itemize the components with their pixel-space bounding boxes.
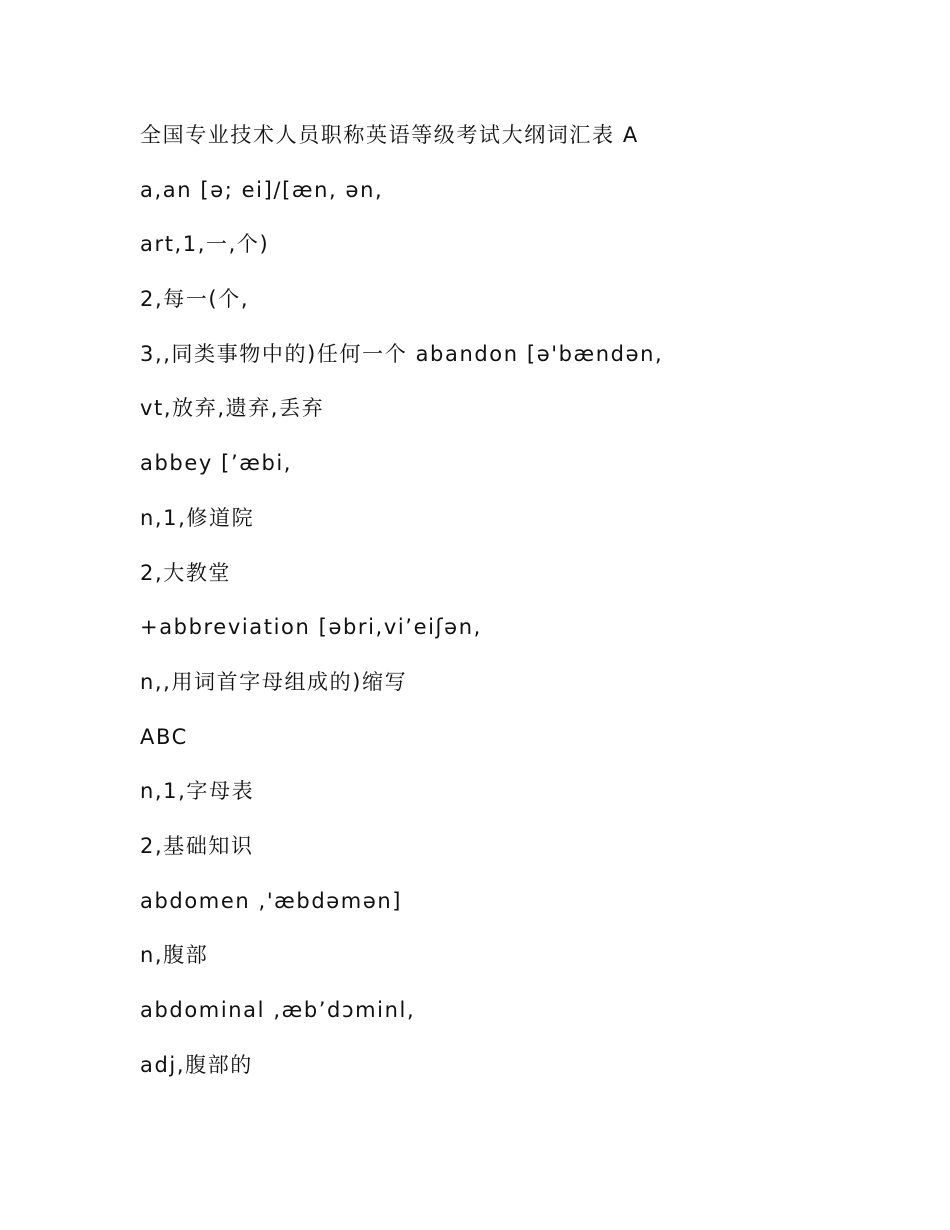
text-line: a,an [ə; ei]/[æn, ən, [140,177,384,202]
text-line: abdomen ,'æbdəmən] [140,888,403,913]
document-title: 全国专业技术人员职称英语等级考试大纲词汇表 A [140,123,639,147]
text-line: 2,每一(个, [140,287,250,312]
text-line: 3,,同类事物中的)任何一个 abandon [ə'bændən, [140,341,664,366]
text-line: abbey [’æbi, [140,451,293,476]
text-line: n,,用词首字母组成的)缩写 [140,669,408,694]
text-line: n,1,修道院 [140,505,255,530]
text-line: +abbreviation [əbri,vi’eiʃən, [140,615,482,640]
vocabulary-list [140,117,900,1101]
text-line: art,1,一,个) [140,232,270,257]
text-line: n,腹部 [140,943,209,968]
text-line: n,1,字母表 [140,779,255,804]
text-line: vt,放弃,遗弃,丢弃 [140,396,325,421]
text-line: 2,基础知识 [140,833,254,858]
text-line: abdominal ,æb’dɔminl, [140,998,416,1022]
text-line: ABC [140,724,188,749]
text-line: adj,腹部的 [140,1052,253,1077]
text-line: 2,大教堂 [140,560,232,585]
